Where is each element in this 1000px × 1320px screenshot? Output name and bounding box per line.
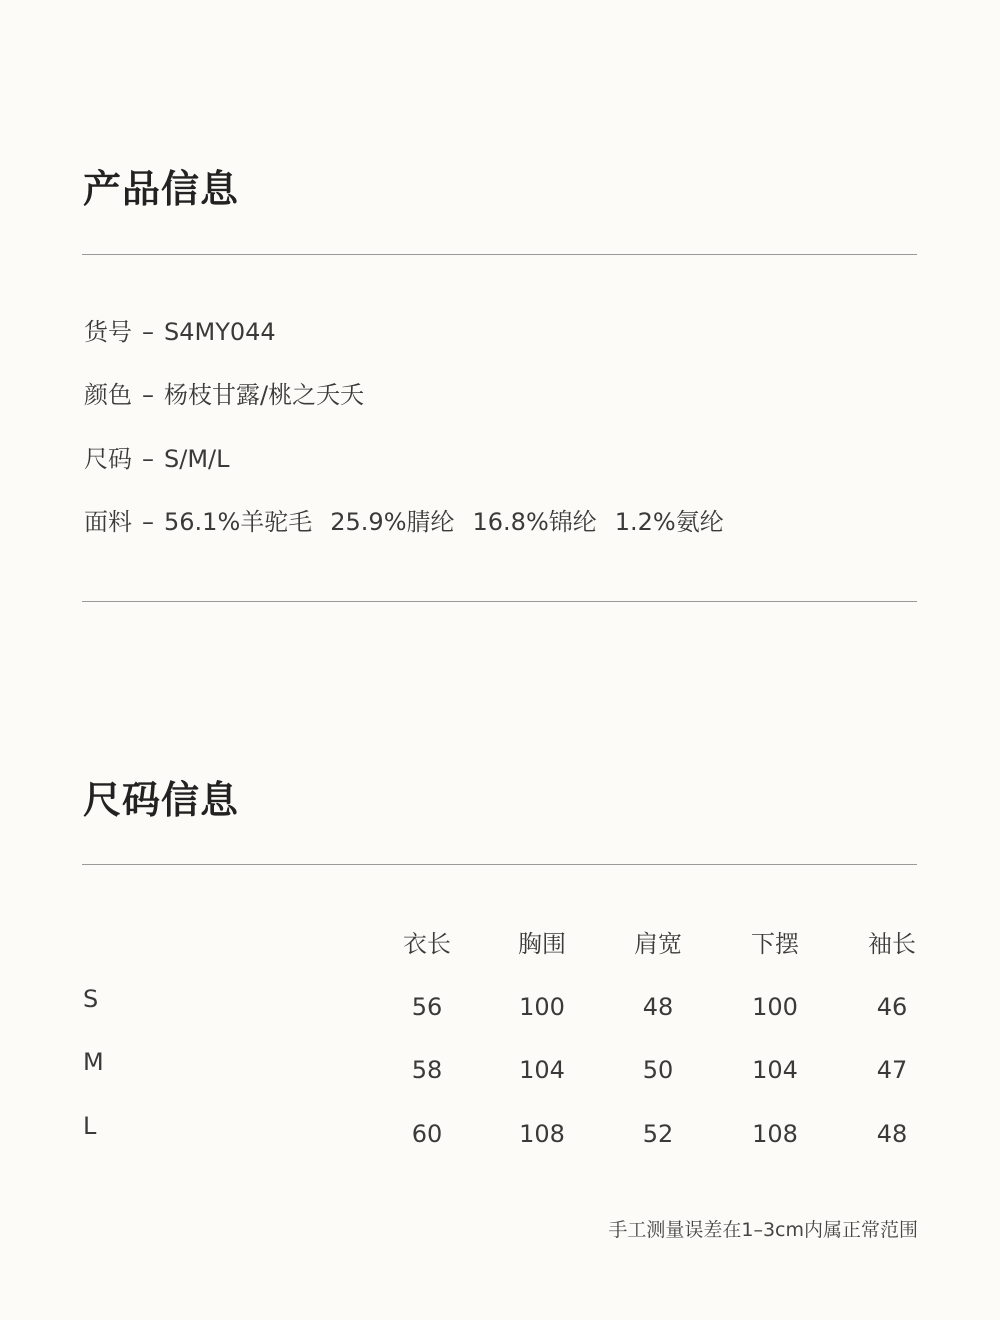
- info-label: 颜色: [84, 381, 132, 409]
- table-cell: 104: [519, 1056, 565, 1084]
- table-cell: 46: [876, 993, 908, 1021]
- info-separator: –: [142, 508, 154, 536]
- measurement-note: 手工测量误差在1–3cm内属正常范围: [608, 1219, 918, 1241]
- info-value: S4MY044: [164, 318, 276, 346]
- table-cell: 52: [642, 1120, 674, 1148]
- column-header: 肩宽: [634, 930, 682, 958]
- column-header: 袖长: [868, 930, 916, 958]
- table-cell: 48: [642, 993, 674, 1021]
- table-cell: 100: [519, 993, 565, 1021]
- size-info-title: 尺码信息: [83, 778, 240, 822]
- table-cell: 58: [411, 1056, 443, 1084]
- column-header: 下摆: [751, 930, 799, 958]
- info-row-color: [84, 383, 364, 407]
- info-row-size: [84, 447, 229, 471]
- material-item: 56.1%羊驼毛: [164, 508, 313, 536]
- table-cell: 108: [519, 1120, 565, 1148]
- column-header: 衣长: [403, 930, 451, 958]
- info-separator: –: [142, 381, 154, 409]
- row-label-size: S: [83, 985, 99, 1013]
- info-label: 货号: [84, 318, 132, 346]
- info-label: 尺码: [84, 445, 132, 473]
- divider: [82, 864, 917, 865]
- table-cell: 48: [876, 1120, 908, 1148]
- table-cell: 47: [876, 1056, 908, 1084]
- info-row-material: [84, 510, 724, 534]
- table-cell: 60: [411, 1120, 443, 1148]
- row-label-size: L: [83, 1112, 97, 1140]
- table-cell: 104: [752, 1056, 798, 1084]
- table-cell: 50: [642, 1056, 674, 1084]
- table-cell: 100: [752, 993, 798, 1021]
- material-item: 25.9%腈纶: [330, 508, 455, 536]
- info-separator: –: [142, 445, 154, 473]
- info-value: 杨枝甘露/桃之夭夭: [164, 381, 365, 409]
- row-label-size: M: [83, 1048, 104, 1076]
- divider: [82, 601, 917, 602]
- info-label: 面料: [84, 508, 132, 536]
- info-separator: –: [142, 318, 154, 346]
- info-value: S/M/L: [164, 445, 230, 473]
- material-item: 16.8%锦纶: [472, 508, 597, 536]
- column-header: 胸围: [518, 930, 566, 958]
- product-info-title: 产品信息: [83, 167, 240, 211]
- material-item: 1.2%氨纶: [614, 508, 724, 536]
- divider: [82, 254, 917, 255]
- table-cell: 56: [411, 993, 443, 1021]
- info-row-item-number: [84, 320, 276, 344]
- table-cell: 108: [752, 1120, 798, 1148]
